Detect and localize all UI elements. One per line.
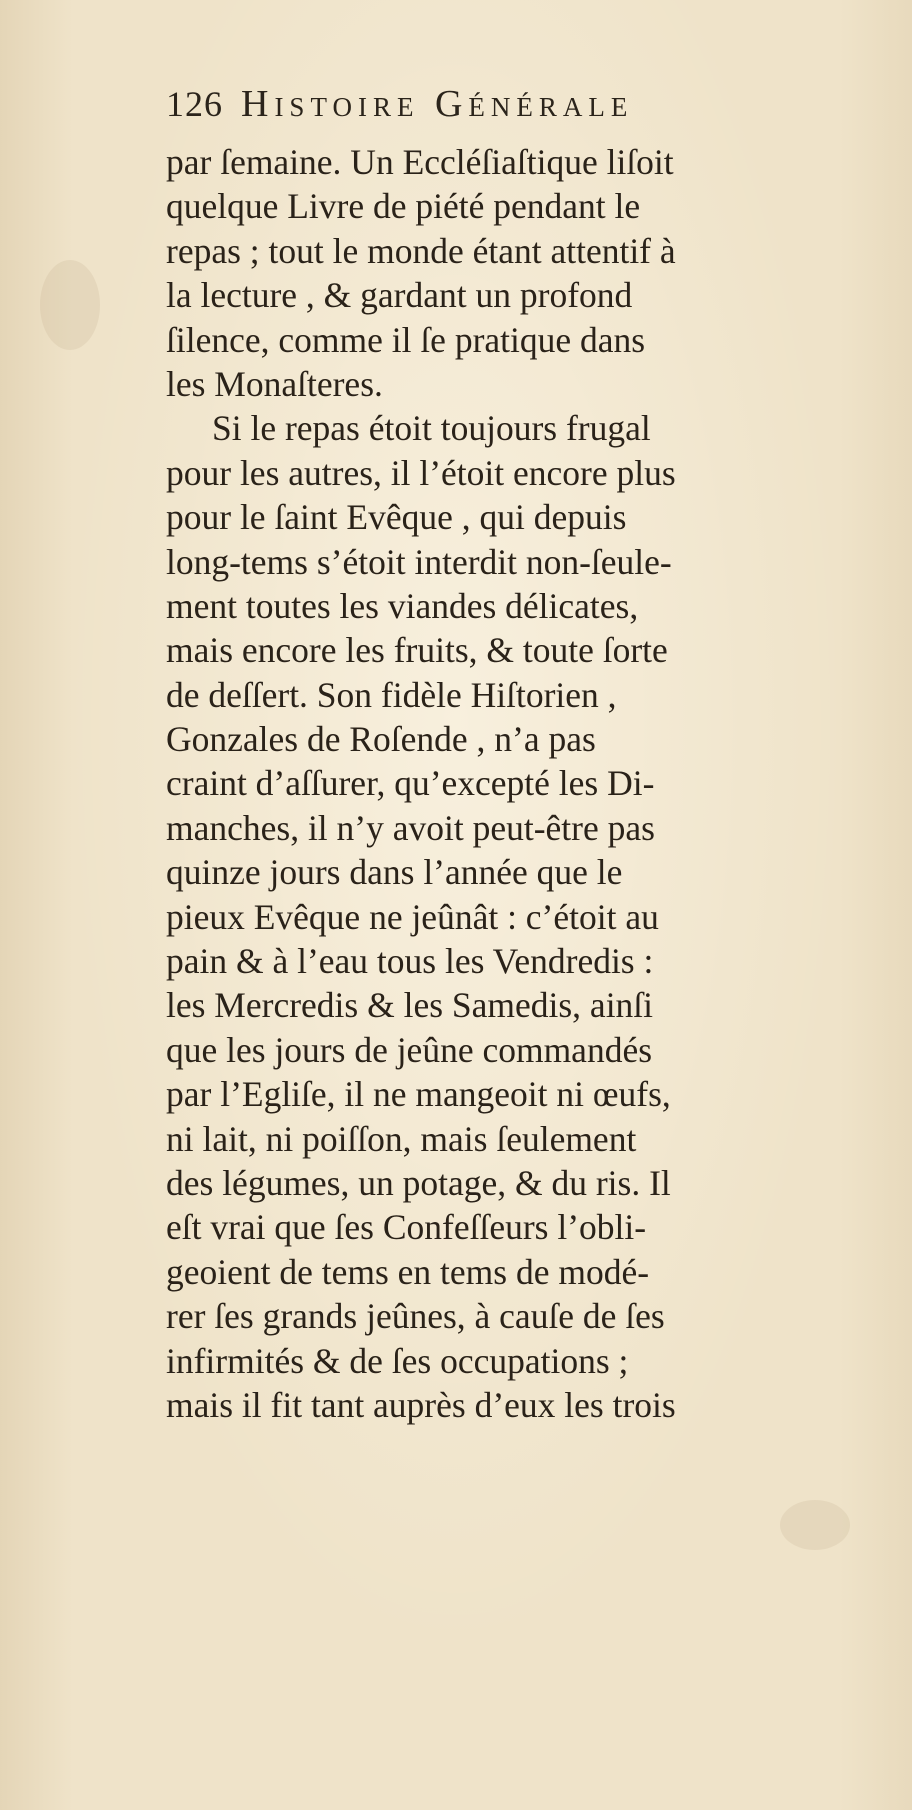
- text-line: manches, il n’y avoit peut-être pas: [166, 807, 655, 848]
- text-line: que les jours de jeûne commandés: [166, 1029, 653, 1070]
- body-text: [166, 140, 866, 1427]
- text-line: mais encore les fruits, & toute ſorte: [166, 630, 668, 671]
- text-line: repas ; tout le monde étant attentif à: [166, 230, 676, 271]
- text-line: des légumes, un potage, & du ris. Il: [166, 1162, 671, 1203]
- text-line: pour les autres, il l’étoit encore plus: [166, 452, 676, 493]
- text-line: pain & à l’eau tous les Vendredis :: [166, 941, 654, 982]
- text-line: geoient de tems en tems de modé-: [166, 1251, 650, 1292]
- text-line: ment toutes les viandes délicates,: [166, 585, 639, 626]
- text-line: pieux Evêque ne jeûnât : c’étoit au: [166, 896, 659, 937]
- text-line: Gonzales de Roſende , n’a pas: [166, 719, 596, 760]
- text-line: les Monaſteres.: [166, 363, 383, 404]
- paper-stain: [780, 1500, 850, 1550]
- running-head: [166, 82, 856, 138]
- text-line: par l’Egliſe, il ne mangeoit ni œufs,: [166, 1074, 671, 1115]
- page-number: 126: [166, 84, 223, 124]
- text-line: la lecture , & gardant un profond: [166, 275, 633, 316]
- paragraph: [166, 140, 866, 406]
- text-line: ſilence, comme il ſe pratique dans: [166, 319, 646, 360]
- text-line: quelque Livre de piété pendant le: [166, 186, 641, 227]
- text-line: Si le repas étoit toujours frugal: [212, 408, 651, 449]
- text-line: eſt vrai que ſes Confeſſeurs l’obli-: [166, 1207, 647, 1248]
- running-head-title: Histoire Générale: [241, 83, 634, 125]
- text-line: les Mercredis & les Samedis, ainſi: [166, 985, 654, 1026]
- paragraph: [166, 406, 866, 1427]
- text-line: quinze jours dans l’année que le: [166, 852, 623, 893]
- text-line: pour le ſaint Evêque , qui depuis: [166, 497, 627, 538]
- text-line: long-tems s’étoit interdit non-ſeule-: [166, 541, 672, 582]
- text-line: rer ſes grands jeûnes, à cauſe de ſes: [166, 1296, 665, 1337]
- text-line: par ſemaine. Un Eccléſiaſtique liſoit: [166, 142, 674, 182]
- paper-stain: [40, 260, 100, 350]
- text-line: craint d’aſſurer, qu’excepté les Di-: [166, 763, 655, 804]
- text-line: de deſſert. Son fidèle Hiſtorien ,: [166, 674, 617, 715]
- text-line: mais il fit tant auprès d’eux les trois: [166, 1384, 676, 1425]
- text-line: ni lait, ni poiſſon, mais ſeulement: [166, 1118, 637, 1159]
- text-line: infirmités & de ſes occupations ;: [166, 1340, 629, 1381]
